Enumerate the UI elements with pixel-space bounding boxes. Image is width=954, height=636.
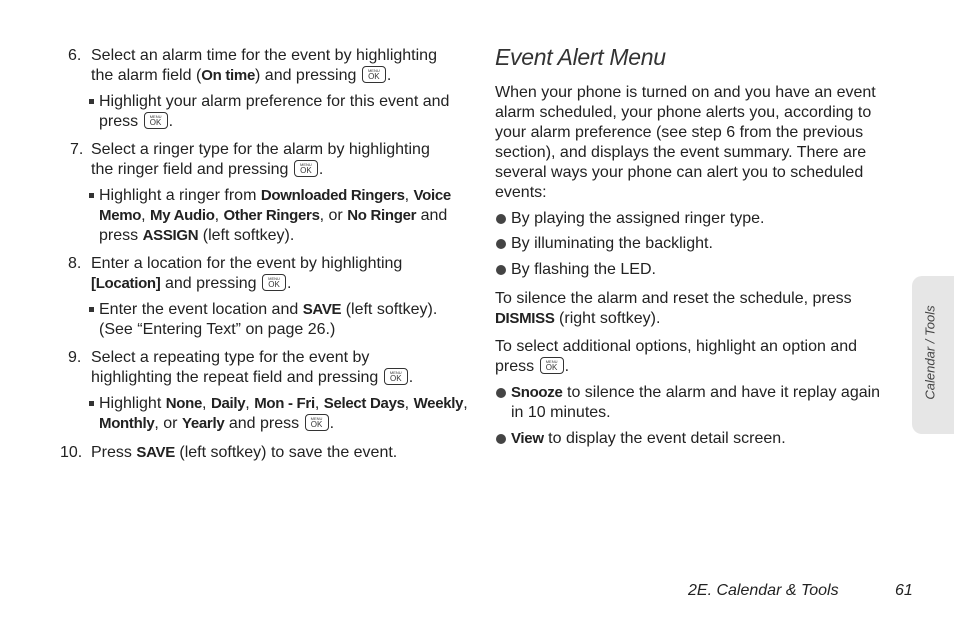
text: . bbox=[287, 275, 292, 292]
step-8-sub-line-2: (See “Entering Text” on page 26.) bbox=[99, 321, 336, 338]
text: (left softkey). bbox=[345, 301, 438, 318]
round-bullet-icon bbox=[496, 388, 506, 398]
text: Enter the event location and bbox=[99, 301, 299, 318]
text: ) and pressing bbox=[255, 67, 357, 84]
step-9-line-1: Select a repeating type for the event by bbox=[91, 349, 370, 366]
step-7-sub-line-2 bbox=[99, 206, 447, 226]
text: Highlight your alarm preference for this event and bbox=[99, 93, 450, 110]
step-6-line-2 bbox=[91, 66, 391, 86]
text: . bbox=[386, 67, 392, 84]
text: . bbox=[564, 358, 570, 375]
text: , or bbox=[319, 207, 343, 224]
option-yearly: Yearly bbox=[181, 415, 225, 432]
step-9-number: 9. bbox=[68, 349, 82, 366]
option-daily: Daily bbox=[210, 395, 246, 412]
menu-ok-key-icon bbox=[362, 66, 386, 83]
text: and bbox=[420, 207, 448, 224]
bullet-backlight: By illuminating the backlight. bbox=[511, 235, 713, 252]
step-8-sub-line-1 bbox=[89, 300, 437, 320]
step-7-number: 7. bbox=[70, 141, 84, 158]
key-top-label: MENU bbox=[545, 359, 558, 364]
text: Press bbox=[91, 444, 132, 461]
text: . bbox=[318, 161, 324, 178]
option-other-ringers: Other Ringers bbox=[223, 207, 320, 224]
text: . bbox=[408, 369, 414, 386]
text: Highlight a ringer from bbox=[99, 187, 257, 204]
step-9-line-2 bbox=[91, 368, 413, 388]
step-9-sub-line-1 bbox=[89, 394, 468, 414]
option-view-line bbox=[511, 429, 786, 449]
option-voice-memo-cont: Memo bbox=[99, 207, 142, 224]
step-6-sub-line-2 bbox=[99, 112, 173, 132]
softkey-assign: ASSIGN bbox=[142, 227, 199, 244]
options-line-2 bbox=[495, 357, 569, 377]
intro-line-5: several ways your phone can alert you to scheduled bbox=[495, 164, 864, 181]
key-bottom-label: OK bbox=[149, 118, 162, 127]
bullet-ringer: By playing the assigned ringer type. bbox=[511, 210, 765, 227]
text: , bbox=[463, 395, 468, 412]
key-bottom-label: OK bbox=[545, 363, 558, 372]
step-8-number: 8. bbox=[68, 255, 82, 272]
text: the ringer field and pressing bbox=[91, 161, 289, 178]
softkey-dismiss: DISMISS bbox=[495, 310, 555, 327]
intro-line-4: section), and displays the event summary. There are bbox=[495, 144, 867, 161]
square-bullet-icon bbox=[89, 307, 94, 312]
text: , bbox=[141, 207, 146, 224]
text: highlighting the repeat field and pressing bbox=[91, 369, 379, 386]
option-monthly: Monthly bbox=[99, 415, 155, 432]
menu-ok-key-icon bbox=[540, 357, 564, 374]
key-bottom-label: OK bbox=[268, 280, 280, 289]
step-7-sub-line-3 bbox=[99, 226, 294, 246]
side-tab-label: Calendar / Tools bbox=[922, 305, 938, 400]
side-tab-label-wrap bbox=[920, 300, 940, 410]
page-number: 61 bbox=[895, 582, 913, 599]
text: press bbox=[99, 113, 139, 130]
key-top-label: MENU bbox=[149, 114, 162, 119]
option-snooze-line-1 bbox=[511, 383, 880, 403]
silence-line-1: To silence the alarm and reset the schedule, press bbox=[495, 290, 852, 307]
menu-ok-key-icon bbox=[144, 112, 168, 129]
round-bullet-icon bbox=[496, 239, 506, 249]
key-top-label: MENU bbox=[367, 68, 380, 73]
silence-line-2 bbox=[495, 309, 660, 329]
intro-line-2: alarm scheduled, your phone alerts you, according to bbox=[495, 104, 872, 121]
option-no-ringer: No Ringer bbox=[347, 207, 417, 224]
step-7-sub-line-1 bbox=[89, 186, 451, 206]
text: and press bbox=[228, 415, 300, 432]
text: press bbox=[495, 358, 535, 375]
square-bullet-icon bbox=[89, 193, 94, 198]
key-top-label: MENU bbox=[389, 370, 402, 375]
option-mon-fri: Mon - Fri bbox=[254, 395, 315, 412]
text: , bbox=[202, 395, 207, 412]
text: . bbox=[329, 415, 335, 432]
menu-ok-key-icon bbox=[384, 368, 408, 385]
key-top-label: MENU bbox=[310, 416, 323, 421]
footer-section: 2E. Calendar & Tools bbox=[688, 582, 839, 599]
step-10-line-1 bbox=[91, 443, 397, 463]
intro-line-1: When your phone is turned on and you have an event bbox=[495, 84, 876, 101]
section-title: Event Alert Menu bbox=[495, 44, 666, 70]
option-snooze: Snooze bbox=[511, 384, 563, 401]
text: , bbox=[245, 395, 250, 412]
key-top-label: MENU bbox=[300, 162, 312, 167]
text: . bbox=[168, 113, 174, 130]
menu-ok-key-icon bbox=[305, 414, 329, 431]
text: , bbox=[214, 207, 220, 224]
option-my-audio: My Audio bbox=[150, 207, 215, 224]
step-7-line-1: Select a ringer type for the alarm by highlighting bbox=[91, 141, 430, 158]
step-6-number: 6. bbox=[68, 47, 82, 64]
round-bullet-icon bbox=[496, 265, 506, 275]
key-bottom-label: OK bbox=[389, 374, 402, 383]
text: to silence the alarm and have it replay again bbox=[567, 384, 881, 401]
round-bullet-icon bbox=[496, 214, 506, 224]
text: (left softkey). bbox=[202, 227, 295, 244]
softkey-save: SAVE bbox=[302, 301, 342, 318]
key-bottom-label: OK bbox=[300, 166, 312, 175]
step-8-line-1: Enter a location for the event by highlighting bbox=[91, 255, 403, 272]
option-view: View bbox=[511, 430, 544, 447]
square-bullet-icon bbox=[89, 99, 94, 104]
key-top-label: MENU bbox=[268, 276, 280, 281]
step-6-line-1: Select an alarm time for the event by highlighting bbox=[91, 47, 437, 64]
options-line-1: To select additional options, highlight an option and bbox=[495, 338, 858, 355]
text: , bbox=[404, 187, 410, 204]
text: the alarm field ( bbox=[91, 67, 202, 84]
step-6-sub-line-1 bbox=[89, 92, 449, 112]
step-9-sub-line-2 bbox=[99, 414, 334, 434]
text: to display the event detail screen. bbox=[548, 430, 786, 447]
intro-line-3: your alarm preference (see step 6 from the previous bbox=[495, 124, 864, 141]
step-7-line-2 bbox=[91, 160, 323, 180]
option-voice-memo: Voice bbox=[413, 187, 451, 204]
text: press bbox=[99, 227, 139, 244]
intro-line-6: events: bbox=[495, 184, 547, 201]
square-bullet-icon bbox=[89, 401, 94, 406]
text: , or bbox=[154, 415, 178, 432]
key-bottom-label: OK bbox=[368, 72, 380, 81]
bullet-led: By flashing the LED. bbox=[511, 261, 656, 278]
option-weekly: Weekly bbox=[413, 395, 464, 412]
softkey-save: SAVE bbox=[136, 444, 175, 461]
field-location: [Location] bbox=[91, 275, 161, 292]
key-bottom-label: OK bbox=[310, 420, 323, 429]
option-snooze-line-2: in 10 minutes. bbox=[511, 404, 611, 421]
round-bullet-icon bbox=[496, 434, 506, 444]
text: and pressing bbox=[164, 275, 257, 292]
menu-ok-key-icon bbox=[262, 274, 286, 291]
option-select-days: Select Days bbox=[323, 395, 405, 412]
option-none: None bbox=[165, 395, 203, 412]
text: , bbox=[404, 395, 410, 412]
text: (left softkey) to save the event. bbox=[179, 444, 398, 461]
option-on-time: On time bbox=[201, 67, 256, 84]
option-downloaded-ringers: Downloaded Ringers bbox=[260, 187, 405, 204]
text: Highlight bbox=[99, 395, 162, 412]
text: (right softkey). bbox=[559, 310, 661, 327]
text: , bbox=[314, 395, 320, 412]
step-8-line-2 bbox=[91, 274, 291, 294]
menu-ok-key-icon bbox=[294, 160, 318, 177]
step-10-number: 10. bbox=[60, 444, 83, 461]
